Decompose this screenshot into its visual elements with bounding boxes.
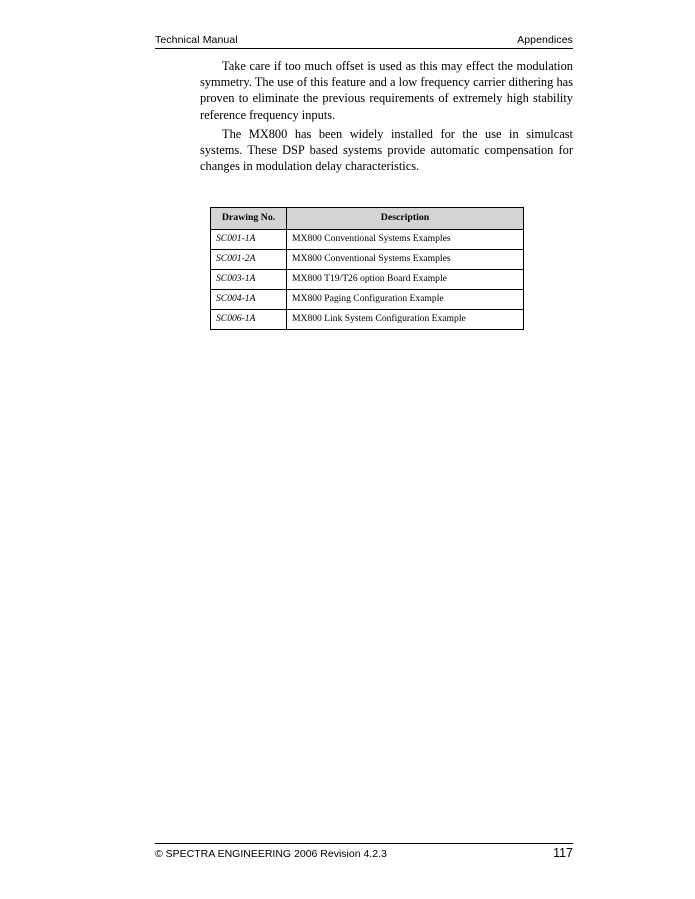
table-row bbox=[211, 290, 524, 310]
header-divider bbox=[155, 48, 573, 49]
cell-description: MX800 Paging Configuration Example bbox=[287, 290, 524, 310]
cell-drawing-no: SC001-1A bbox=[211, 230, 287, 250]
cell-description: MX800 Link System Configuration Example bbox=[287, 310, 524, 330]
table-row bbox=[211, 270, 524, 290]
cell-drawing-no: SC001-2A bbox=[211, 250, 287, 270]
cell-description: MX800 T19/T26 option Board Example bbox=[287, 270, 524, 290]
copyright-text: © SPECTRA ENGINEERING 2006 Revision 4.2.3 bbox=[155, 848, 387, 860]
table-row bbox=[211, 250, 524, 270]
table-body bbox=[211, 230, 524, 330]
cell-drawing-no: SC004-1A bbox=[211, 290, 287, 310]
table-row bbox=[211, 310, 524, 330]
body-paragraph-2: The MX800 has been widely installed for the use in simulcast systems. These DSP based systems provide automatic compensation for changes in modulation delay characteristics. bbox=[200, 127, 573, 174]
cell-drawing-no: SC003-1A bbox=[211, 270, 287, 290]
column-header-drawing-no: Drawing No. bbox=[211, 208, 287, 230]
page-header bbox=[155, 34, 573, 49]
page-footer bbox=[155, 843, 573, 860]
header-right-text: Appendices bbox=[517, 34, 573, 46]
table-header bbox=[211, 208, 524, 230]
footer-divider bbox=[155, 843, 573, 844]
table-row bbox=[211, 230, 524, 250]
cell-drawing-no: SC006-1A bbox=[211, 310, 287, 330]
table-header-row bbox=[211, 208, 524, 230]
body-paragraph-1: Take care if too much offset is used as this may effect the modulation symmetry. The use of this feature and a low frequency carrier dithering has proven to eliminate the previous requirements of extremely high stability reference frequency inputs. bbox=[200, 59, 573, 122]
page-number: 117 bbox=[553, 846, 573, 860]
header-left-text: Technical Manual bbox=[155, 34, 238, 46]
cell-description: MX800 Conventional Systems Examples bbox=[287, 250, 524, 270]
drawings-table bbox=[210, 207, 524, 330]
cell-description: MX800 Conventional Systems Examples bbox=[287, 230, 524, 250]
column-header-description: Description bbox=[287, 208, 524, 230]
drawings-table-container bbox=[210, 207, 523, 330]
